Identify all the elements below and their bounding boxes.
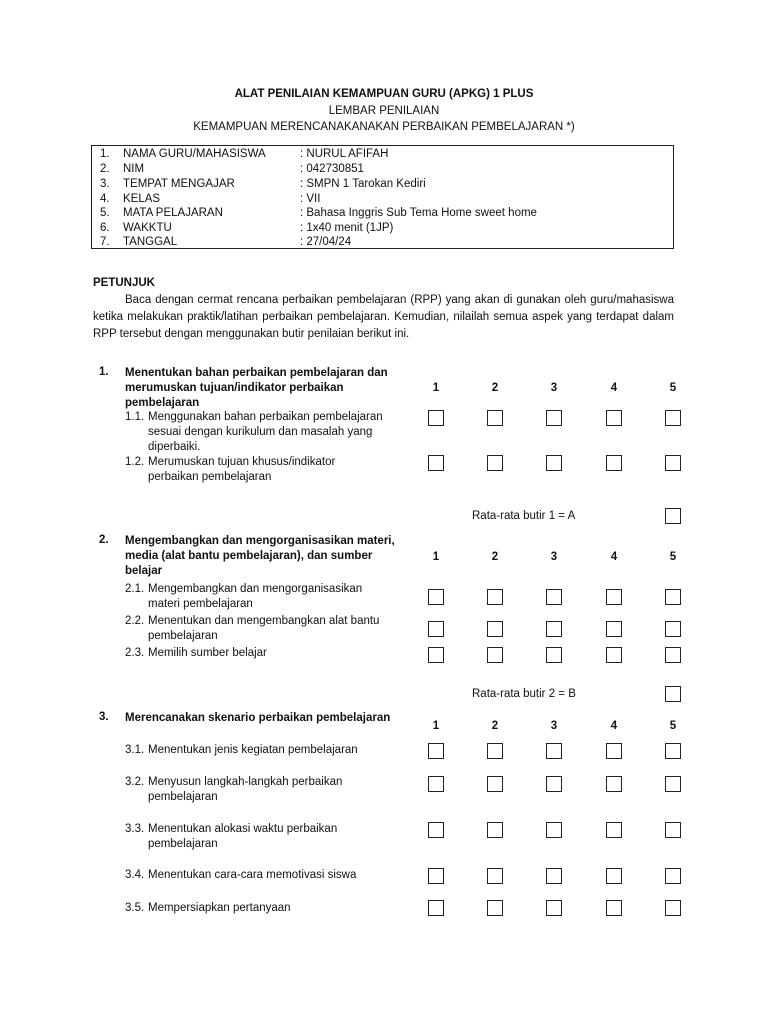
criterion-number: 2.2. (125, 615, 145, 627)
scale-label: 1 (432, 551, 440, 563)
score-checkbox-4[interactable] (606, 743, 622, 759)
score-checkbox-2[interactable] (487, 868, 503, 884)
score-checkbox-3[interactable] (546, 589, 562, 605)
score-checkbox-2[interactable] (487, 589, 503, 605)
scale-label: 2 (491, 720, 499, 732)
scale-label: 2 (491, 382, 499, 394)
score-checkbox-5[interactable] (665, 776, 681, 792)
identity-value: : 042730851 (300, 163, 364, 175)
section-number: 3. (99, 711, 109, 723)
score-checkbox-4[interactable] (606, 410, 622, 426)
scale-label: 1 (432, 720, 440, 732)
score-checkbox-3[interactable] (546, 647, 562, 663)
criterion-number: 2.1. (125, 583, 145, 595)
score-checkbox-3[interactable] (546, 900, 562, 916)
criterion-number: 3.5. (125, 902, 145, 914)
identity-value: : NURUL AFIFAH (300, 148, 389, 160)
score-checkbox-1[interactable] (428, 410, 444, 426)
score-checkbox-2[interactable] (487, 743, 503, 759)
criterion-text: Menggunakan bahan perbaikan pembelajaran (148, 411, 383, 423)
score-checkbox-3[interactable] (546, 776, 562, 792)
score-checkbox-2[interactable] (487, 410, 503, 426)
score-checkbox-4[interactable] (606, 589, 622, 605)
identity-label: NAMA GURU/MAHASISWA (123, 148, 266, 160)
score-checkbox-5[interactable] (665, 822, 681, 838)
identity-label: KELAS (123, 193, 161, 205)
score-checkbox-5[interactable] (665, 647, 681, 663)
score-checkbox-5[interactable] (665, 621, 681, 637)
instructions-text (93, 292, 674, 343)
criterion-text: Menyusun langkah-langkah perbaikan (148, 776, 343, 788)
identity-value: : SMPN 1 Tarokan Kediri (300, 178, 426, 190)
score-checkbox-1[interactable] (428, 900, 444, 916)
identity-value: : 1x40 menit (1JP) (300, 222, 394, 234)
score-checkbox-3[interactable] (546, 410, 562, 426)
score-checkbox-1[interactable] (428, 743, 444, 759)
form-subtitle-2: KEMAMPUAN MERENCANAKANAKAN PERBAIKAN PEMBELAJARAN *) (193, 121, 575, 133)
score-checkbox-1[interactable] (428, 455, 444, 471)
identity-value: : VII (300, 193, 321, 205)
section-number: 2. (99, 534, 109, 546)
criterion-item (125, 410, 405, 455)
form-title: ALAT PENILAIAN KEMAMPUAN GURU (APKG) 1 PLUS (234, 88, 534, 100)
scale-label: 3 (550, 551, 558, 563)
scale-label: 4 (610, 720, 618, 732)
score-checkbox-2[interactable] (487, 455, 503, 471)
score-checkbox-2[interactable] (487, 776, 503, 792)
identity-num: 7. (100, 236, 110, 248)
criterion-text-cont: pembelajaran (148, 838, 218, 850)
score-checkbox-3[interactable] (546, 822, 562, 838)
instructions-body: Baca dengan cermat rencana perbaikan pembelajaran (RPP) yang akan di gunakan oleh guru/mahasiswa ketika melakukan praktik/latihan perbaikan pembelajaran. Kemudian, nilailah semua aspek yang terdapat dalam RPP tersebut dengan menggunakan butir penilaian berikut ini. (93, 294, 674, 340)
criterion-text: Mempersiapkan pertanyaan (148, 902, 291, 914)
section-title: Menentukan bahan perbaikan pembelajaran dan merumuskan tujuan/indikator perbaikan pembelajaran (125, 367, 388, 409)
score-checkbox-4[interactable] (606, 621, 622, 637)
scale-label: 3 (550, 720, 558, 732)
score-checkbox-5[interactable] (665, 455, 681, 471)
criterion-text: Menentukan alokasi waktu perbaikan (148, 823, 338, 835)
average-checkbox[interactable] (665, 508, 681, 524)
score-checkbox-1[interactable] (428, 589, 444, 605)
criterion-text: Menentukan dan mengembangkan alat bantu (148, 615, 380, 627)
scale-label: 4 (610, 382, 618, 394)
criterion-text-cont: perbaikan pembelajaran (148, 471, 272, 483)
criterion-text: Menentukan jenis kegiatan pembelajaran (148, 744, 358, 756)
scale-label: 2 (491, 551, 499, 563)
criterion-text: Menentukan cara-cara memotivasi siswa (148, 869, 357, 881)
identity-num: 4. (100, 193, 110, 205)
score-checkbox-2[interactable] (487, 621, 503, 637)
instructions-heading: PETUNJUK (93, 277, 155, 289)
identity-num: 2. (100, 163, 110, 175)
score-checkbox-3[interactable] (546, 621, 562, 637)
score-checkbox-5[interactable] (665, 743, 681, 759)
score-checkbox-1[interactable] (428, 621, 444, 637)
criterion-item (125, 775, 405, 805)
score-checkbox-1[interactable] (428, 868, 444, 884)
scale-label: 5 (669, 382, 677, 394)
criterion-item (125, 582, 405, 612)
identity-num: 1. (100, 148, 110, 160)
identity-label: TANGGAL (123, 236, 178, 248)
identity-num: 6. (100, 222, 110, 234)
score-checkbox-1[interactable] (428, 776, 444, 792)
criterion-number: 3.2. (125, 776, 145, 788)
average-checkbox[interactable] (665, 686, 681, 702)
criterion-number: 3.3. (125, 823, 145, 835)
form-subtitle: LEMBAR PENILAIAN (328, 105, 440, 117)
score-checkbox-4[interactable] (606, 647, 622, 663)
identity-box (91, 145, 674, 249)
criterion-number: 3.1. (125, 744, 145, 756)
identity-label: TEMPAT MENGAJAR (123, 178, 235, 190)
identity-num: 3. (100, 178, 110, 190)
criterion-text: Merumuskan tujuan khusus/indikator (148, 456, 336, 468)
score-checkbox-3[interactable] (546, 743, 562, 759)
score-checkbox-5[interactable] (665, 589, 681, 605)
criterion-text: Mengembangkan dan mengorganisasikan (148, 583, 363, 595)
criterion-text-cont: sesuai dengan kurikulum dan masalah yang diperbaiki. (148, 426, 373, 453)
average-label: Rata-rata butir 1 = A (472, 510, 576, 522)
identity-value: : Bahasa Inggris Sub Tema Home sweet home (300, 207, 537, 219)
score-checkbox-2[interactable] (487, 822, 503, 838)
identity-label: WAKKTU (123, 222, 172, 234)
criterion-text-cont: pembelajaran (148, 791, 218, 803)
score-checkbox-4[interactable] (606, 868, 622, 884)
score-checkbox-1[interactable] (428, 822, 444, 838)
score-checkbox-5[interactable] (665, 868, 681, 884)
identity-label: NIM (123, 163, 145, 175)
criterion-item (125, 868, 405, 883)
criterion-number: 3.4. (125, 869, 145, 881)
scale-label: 3 (550, 382, 558, 394)
scale-label: 4 (610, 551, 618, 563)
score-checkbox-2[interactable] (487, 647, 503, 663)
criterion-number: 1.2. (125, 456, 145, 468)
score-checkbox-3[interactable] (546, 455, 562, 471)
scale-label: 1 (432, 382, 440, 394)
section-title: Mengembangkan dan mengorganisasikan materi, media (alat bantu pembelajaran), dan sumber belajar (125, 535, 395, 577)
score-checkbox-4[interactable] (606, 900, 622, 916)
score-checkbox-3[interactable] (546, 868, 562, 884)
score-checkbox-2[interactable] (487, 900, 503, 916)
scale-label: 5 (669, 720, 677, 732)
section-title: Merencanakan skenario perbaikan pembelajaran (125, 712, 391, 724)
criterion-item (125, 455, 405, 485)
criterion-item (125, 901, 405, 916)
score-checkbox-1[interactable] (428, 647, 444, 663)
identity-label: MATA PELAJARAN (123, 207, 223, 219)
identity-num: 5. (100, 207, 110, 219)
criterion-item (125, 614, 405, 644)
score-checkbox-4[interactable] (606, 455, 622, 471)
score-checkbox-4[interactable] (606, 822, 622, 838)
section-number: 1. (99, 366, 109, 378)
criterion-text-cont: pembelajaran (148, 630, 218, 642)
criterion-item (125, 743, 405, 758)
criterion-item (125, 822, 405, 852)
score-checkbox-5[interactable] (665, 900, 681, 916)
average-label: Rata-rata butir 2 = B (472, 688, 576, 700)
criterion-text-cont: materi pembelajaran (148, 598, 253, 610)
score-checkbox-4[interactable] (606, 776, 622, 792)
criterion-text: Memilih sumber belajar (148, 647, 267, 659)
identity-value: : 27/04/24 (300, 236, 352, 248)
criterion-item (125, 646, 405, 661)
criterion-number: 2.3. (125, 647, 145, 659)
criterion-number: 1.1. (125, 411, 145, 423)
scale-label: 5 (669, 551, 677, 563)
score-checkbox-5[interactable] (665, 410, 681, 426)
